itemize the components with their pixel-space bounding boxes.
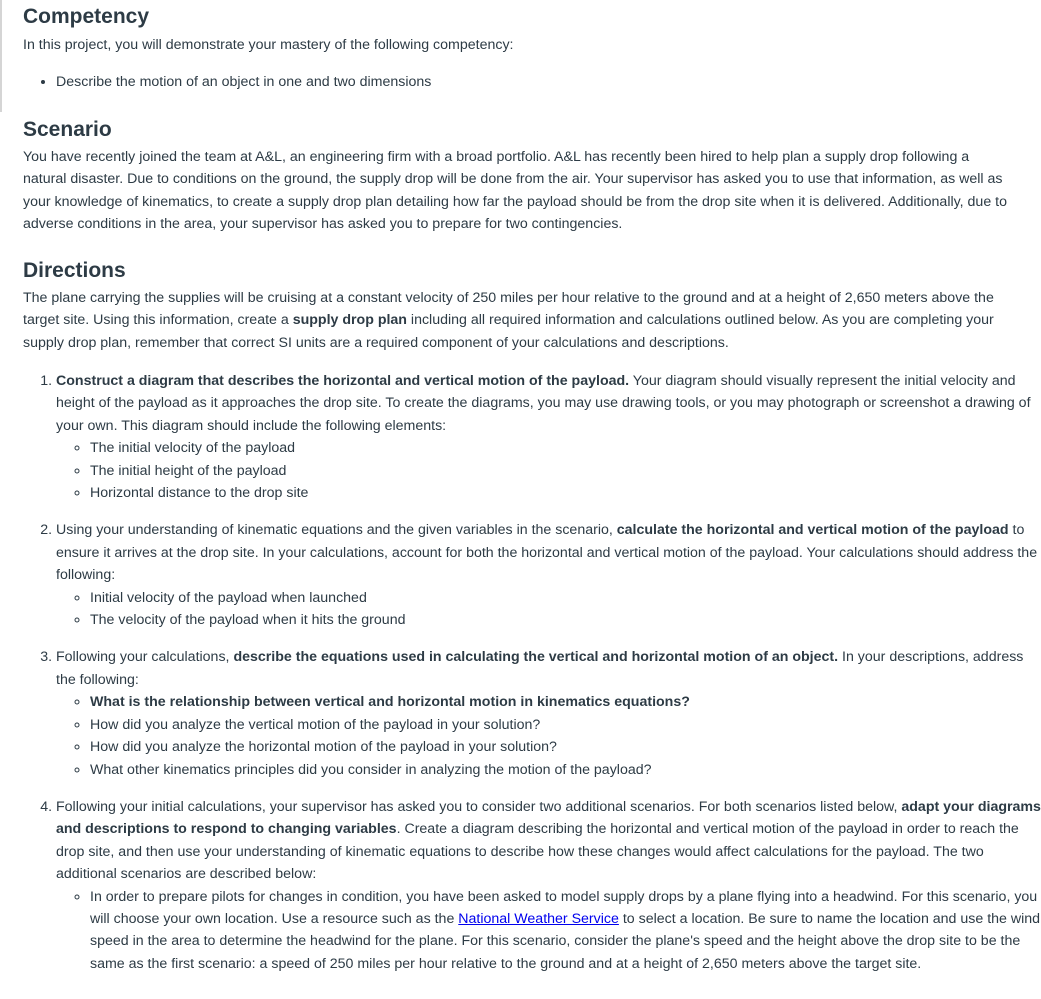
list-item: ◦ How did you analyze the horizontal motion of the payload in your solution?	[90, 736, 1041, 758]
scenario-text: You have recently joined the team at A&L, an engineering firm with a broad portfolio. A&L has recently been hired to help plan a supply drop following a natural disaster. Due to conditions on the ground, the supply drop will be done from the air. Your supervisor has asked you to use that information, as well as your knowledge of kinematics, to create a supply drop plan detailing how far the payload should be from the drop site when it is delivered. Additionally, due to adverse conditions in the area, your supervisor has asked you to prepare for two contingencies.	[23, 149, 1007, 233]
list-item: ◦ How did you analyze the vertical motion of the payload in your solution?	[90, 714, 1041, 736]
directions-heading: Directions	[23, 259, 126, 282]
directions-steps	[23, 370, 1041, 990]
list-item: ◦ The initial velocity of the payload	[90, 437, 1041, 459]
list-item: ◦ In order to prepare pilots for changes in condition, you have been asked to model supply drops by a plane flying into a headwind. For this scenario, you will choose your own location. Use a resource such as the National Weather Service to select a location. Be sure to name the location and use the wind speed in the area to determine the headwind for the plane. For this scenario, consider the plane's speed and the height above the drop site to be the same as the first scenario: a speed of 250 miles per hour relative to the ground and at a height of 2,650 meters above the target site.	[90, 886, 1041, 976]
list-item: ◦ Initial velocity of the payload when launched	[90, 587, 1041, 609]
list-item: ◦ What is the relationship between vertical and horizontal motion in kinematics equations?	[90, 691, 1041, 713]
list-item: • Describe the motion of an object in one and two dimensions	[56, 71, 431, 93]
national-weather-service-link[interactable]: National Weather Service	[458, 910, 619, 927]
competency-list	[23, 71, 431, 93]
scenario-heading: Scenario	[23, 118, 112, 141]
competency-heading: Competency	[23, 5, 150, 28]
list-item: ◦ The initial height of the payload	[90, 460, 1041, 482]
step-4: 4. Following your initial calculations, your supervisor has asked you to consider two additional scenarios. For both scenarios listed below, adapt your diagrams and descriptions to respond to changing variables. Create a diagram describing the horizontal and vertical motion of the payload in order to reach the drop site, and then use your understanding of kinematic equations to describe how these changes would affect calculations for the payload. The two additional scenarios are described below: ◦ In order to prepare pilots for changes in condition, you have been asked to model supply drops by a plane flying into a headwind. For this scenario, you will choose your own location. Use a resource such as the National Weather Service to select a location. Be sure to name the location and use the wind speed in the area to determine the headwind for the plane. For this scenario, consider the plane's speed and the height above the drop site to be the same as the first scenario: a speed of 250 miles per hour relative to the ground and at a height of 2,650 meters above the target site.	[56, 796, 1041, 975]
competency-intro: In this project, you will demonstrate your mastery of the following competency:	[23, 37, 514, 53]
left-border	[0, 0, 2, 112]
list-item: ◦ Horizontal distance to the drop site	[90, 482, 1041, 504]
list-item: ◦ What other kinematics principles did you consider in analyzing the motion of the payload?	[90, 759, 1041, 781]
step-1: 1. Construct a diagram that describes the horizontal and vertical motion of the payload. Your diagram should visually represent the initial velocity and height of the payload as it approaches the drop site. To create the diagrams, you may use drawing tools, or you may photograph or screenshot a drawing of your own. This diagram should include the following elements: ◦ The initial velocity of the payload ◦ The initial height of the payload ◦ Horizontal distance to the drop site	[56, 370, 1041, 504]
list-item: ◦ The velocity of the payload when it hits the ground	[90, 609, 1041, 631]
step-1-sublist	[56, 437, 1041, 504]
step-2: 2. Using your understanding of kinematic equations and the given variables in the scenario, calculate the horizontal and vertical motion of the payload to ensure it arrives at the drop site. In your calculations, account for both the horizontal and vertical motion of the payload. Your calculations should address the following: ◦ Initial velocity of the payload when launched ◦ The velocity of the payload when it hits the ground	[56, 519, 1041, 631]
step-4-sublist	[56, 886, 1041, 976]
directions-text: The plane carrying the supplies will be cruising at a constant velocity of 250 miles per hour relative to the ground and at a height of 2,650 meters above the target site. Using this information, create a supply drop plan including all required information and calculations outlined below. As you are completing your supply drop plan, remember that correct SI units are a required component of your calculations and descriptions.	[23, 290, 994, 351]
step-3-sublist	[56, 691, 1041, 781]
step-2-sublist	[56, 587, 1041, 632]
step-3: 3. Following your calculations, describe the equations used in calculating the vertical and horizontal motion of an object. In your descriptions, address the following: ◦ What is the relationship between vertical and horizontal motion in kinematics equations? ◦ How did you analyze the vertical motion of the payload in your solution? ◦ How did you analyze the horizontal motion of the payload in your solution? ◦ What other kinematics principles did you consider in analyzing the motion of the payload?	[56, 646, 1041, 780]
